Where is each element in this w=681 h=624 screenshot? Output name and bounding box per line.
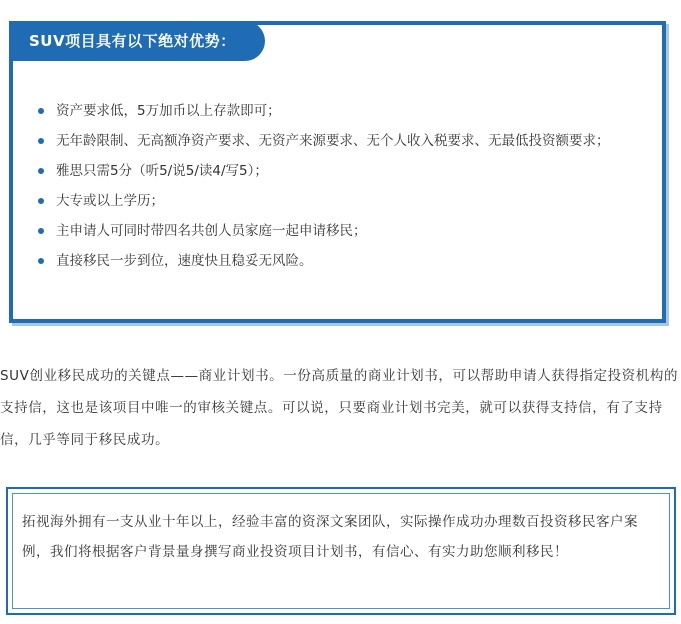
list-item — [36, 156, 656, 186]
bullet-dot-icon — [38, 258, 44, 264]
bullet-dot-icon — [38, 198, 44, 204]
list-item-text: 大专或以上学历； — [56, 193, 164, 209]
bullet-dot-icon — [38, 168, 44, 174]
list-item — [36, 216, 656, 246]
business-plan-paragraph: SUV创业移民成功的关键点——商业计划书。一份高质量的商业计划书，可以帮助申请人获得指定投资机构的支持信，这也是该项目中唯一的审核关键点。可以说，只要商业计划书完美，就可以获得支持信，有了支持信，几乎等同于移民成功。 — [0, 368, 679, 448]
advantages-list — [36, 96, 656, 276]
team-box — [6, 487, 676, 615]
list-item-text: 直接移民一步到位，速度快且稳妥无风险。 — [56, 253, 313, 269]
team-box-text: 拓视海外拥有一支从业十年以上，经验丰富的资深文案团队，实际操作成功办理数百投资移民客户案例，我们将根据客户背景量身撰写商业投资项目计划书，有信心、有实力助您顺利移民！ — [22, 514, 638, 560]
list-item-text: 资产要求低，5万加币以上存款即可； — [56, 103, 281, 119]
advantages-title: SUV项目具有以下绝对优势： — [9, 21, 265, 61]
list-item-text: 无年龄限制、无高额净资产要求、无资产来源要求、无个人收入税要求、无最低投资额要求； — [56, 133, 610, 149]
list-item — [36, 126, 656, 156]
list-item — [36, 96, 656, 126]
list-item-text: 主申请人可同时带四名共创人员家庭一起申请移民； — [56, 223, 367, 239]
list-item — [36, 186, 656, 216]
list-item — [36, 246, 656, 276]
bullet-dot-icon — [38, 228, 44, 234]
list-item-text: 雅思只需5分（听5/说5/读4/写5）； — [56, 163, 268, 179]
bullet-dot-icon — [38, 138, 44, 144]
bullet-dot-icon — [38, 108, 44, 114]
